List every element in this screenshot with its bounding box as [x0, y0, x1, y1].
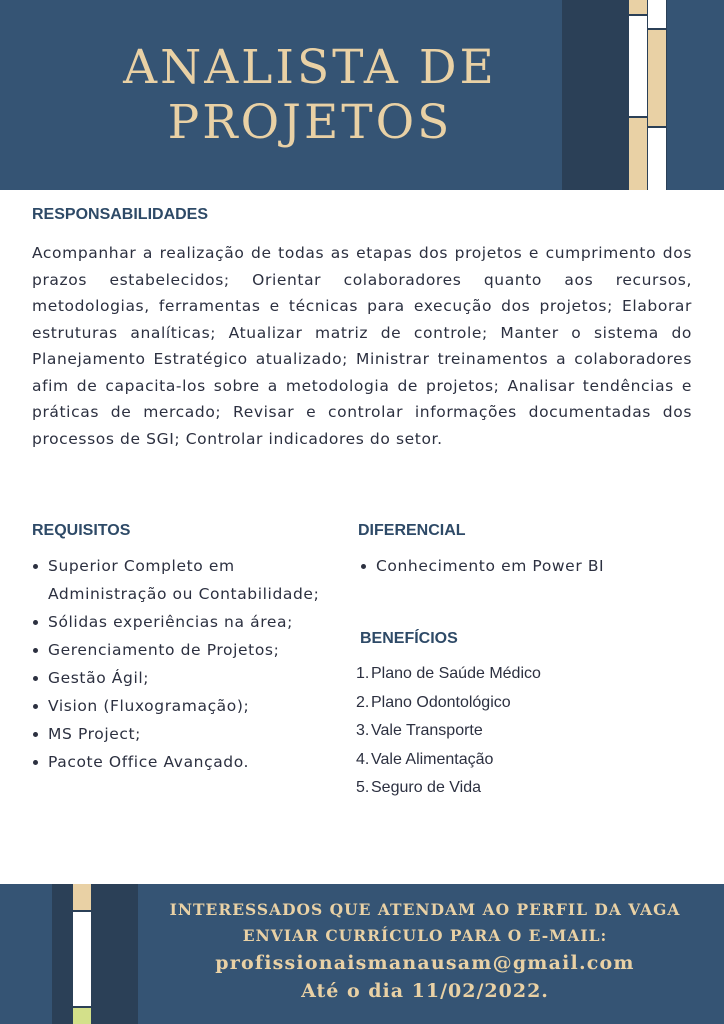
list-label: Plano Odontológico [371, 693, 511, 711]
footer-decor-band [52, 884, 138, 1024]
decor-strip [73, 884, 91, 910]
list-number: 3. [356, 722, 370, 739]
list-item [356, 746, 541, 775]
decor-strip [73, 912, 91, 1006]
diferencial-list [360, 552, 700, 580]
list-item: Gestão Ágil; [32, 664, 322, 692]
list-label: Vale Transporte [371, 722, 483, 739]
list-item [356, 774, 541, 803]
decor-strip [648, 30, 666, 126]
list-number: 5. [356, 779, 370, 796]
requisitos-heading: REQUISITOS [32, 522, 131, 539]
decor-strip [648, 0, 666, 28]
page-title [100, 40, 520, 150]
decor-strip [629, 118, 647, 190]
footer-deadline: Até o dia 11/02/2022. [301, 980, 549, 1002]
list-label: Plano de Saúde Médico [371, 665, 541, 682]
responsabilidades-heading: RESPONSABILIDADES [32, 206, 209, 223]
list-item: MS Project; [32, 720, 322, 748]
list-item: Superior Completo em Administração ou Contabilidade; [32, 552, 322, 608]
list-item [356, 689, 541, 718]
list-label: Seguro de Vida [371, 779, 482, 796]
decor-strip [648, 128, 666, 190]
footer-banner [0, 884, 724, 1024]
title-line-2: PROJETOS [167, 95, 453, 150]
header-banner [0, 0, 724, 190]
list-number: 1. [356, 665, 370, 682]
footer-line-1: INTERESSADOS QUE ATENDAM AO PERFIL DA VAGA [169, 900, 681, 919]
beneficios-heading: BENEFÍCIOS [360, 630, 458, 647]
list-item: Vision (Fluxogramação); [32, 692, 322, 720]
footer-email: profissionaismanausam@gmail.com [215, 952, 635, 974]
list-item [356, 717, 541, 746]
list-item [356, 660, 541, 689]
list-item: Gerenciamento de Projetos; [32, 636, 322, 664]
diferencial-heading: DIFERENCIAL [358, 522, 466, 539]
list-number: 4. [356, 750, 370, 768]
beneficios-list [356, 660, 541, 803]
footer-line-2: ENVIAR CURRÍCULO PARA O E-MAIL: [242, 926, 608, 945]
requisitos-list [32, 552, 322, 776]
decor-strip [73, 1008, 91, 1024]
list-item: Pacote Office Avançado. [32, 748, 322, 776]
decor-strip [629, 0, 647, 14]
responsabilidades-text: Acompanhar a realização de todas as etapas dos projetos e cumprimento dos prazos estabelecidos; Orientar colaboradores quanto aos recursos, metodologias, ferramentas e técnicas para execução dos projetos; Elaborar estruturas analíticas; Atualizar matriz de controle; Manter o sistema do Planejamento Estratégico atualizado; Ministrar treinamentos a colaboradores afim de capacita-los sobre a metodologia de projetos; Analisar tendências e práticas de mercado; Revisar e controlar informações documentadas dos processos de SGI; Controlar indicadores do setor. [32, 244, 692, 448]
title-line-1: ANALISTA DE [123, 40, 497, 95]
decor-strip [629, 16, 647, 116]
list-item: Sólidas experiências na área; [32, 608, 322, 636]
list-label: Vale Alimentação [371, 750, 494, 768]
list-item: Conhecimento em Power BI [360, 552, 700, 580]
list-number: 2. [356, 693, 370, 711]
